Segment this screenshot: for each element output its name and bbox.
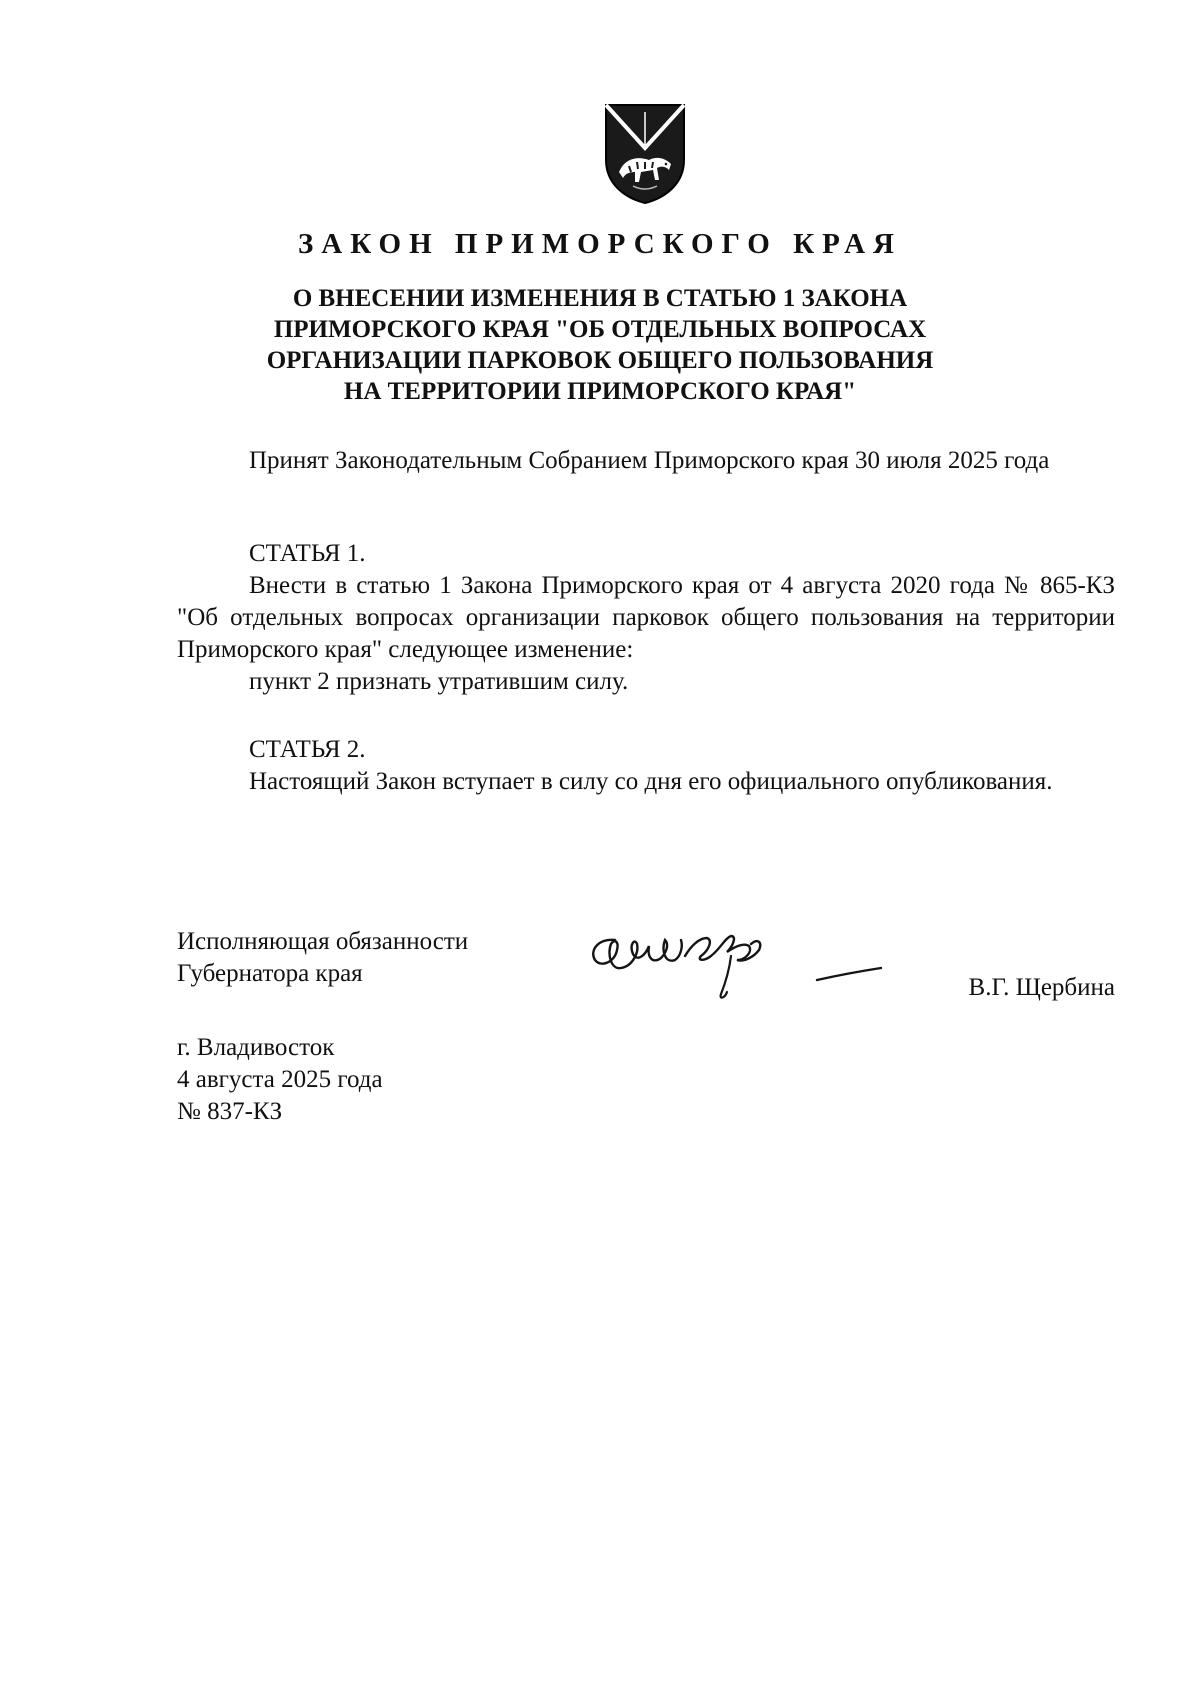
signer-position-line: Губернатора края	[177, 960, 363, 987]
signature-block	[177, 926, 1117, 1001]
law-title-line: ПРИМОРСКОГО КРАЯ "ОБ ОТДЕЛЬНЫХ ВОПРОСАХ	[273, 316, 927, 343]
article-text: Настоящий Закон вступает в силу со дня его официального опубликования.	[249, 768, 1053, 795]
primorsky-krai-coat-of-arms-icon	[603, 102, 687, 206]
article-item: пункт 2 признать утратившим силу.	[249, 668, 629, 695]
adoption-note: Принят Законодательным Собранием Приморского края 30 июля 2025 года	[249, 447, 1050, 474]
footer-date: 4 августа 2025 года	[177, 1066, 383, 1093]
law-title-line: О ВНЕСЕНИИ ИЗМЕНЕНИЯ В СТАТЬЮ 1 ЗАКОНА	[292, 285, 908, 312]
handwritten-signature-icon	[581, 916, 911, 1006]
footer-number: № 837-КЗ	[177, 1098, 283, 1125]
footer-city: г. Владивосток	[177, 1034, 335, 1061]
law-title-line: ОРГАНИЗАЦИИ ПАРКОВОК ОБЩЕГО ПОЛЬЗОВАНИЯ	[266, 347, 934, 374]
law-title-line: НА ТЕРРИТОРИИ ПРИМОРСКОГО КРАЯ"	[343, 378, 857, 405]
article-heading: СТАТЬЯ 1.	[249, 540, 366, 567]
law-heading: ЗАКОН ПРИМОРСКОГО КРАЯ	[297, 228, 902, 260]
law-title	[170, 283, 1030, 407]
signer-position-line: Исполняющая обязанности	[177, 928, 469, 955]
article-heading: СТАТЬЯ 2.	[249, 736, 366, 763]
signer-name: В.Г. Щербина	[968, 974, 1115, 1001]
article-1	[177, 538, 1115, 698]
article-text: Внести в статью 1 Закона Приморского края от 4 августа 2020 года № 865-КЗ "Об отдельных вопросах организации парковок общего пользования на территории Приморского края" следующее изменение:	[177, 572, 1115, 663]
article-2	[177, 734, 1115, 798]
document-footer	[177, 1032, 383, 1128]
